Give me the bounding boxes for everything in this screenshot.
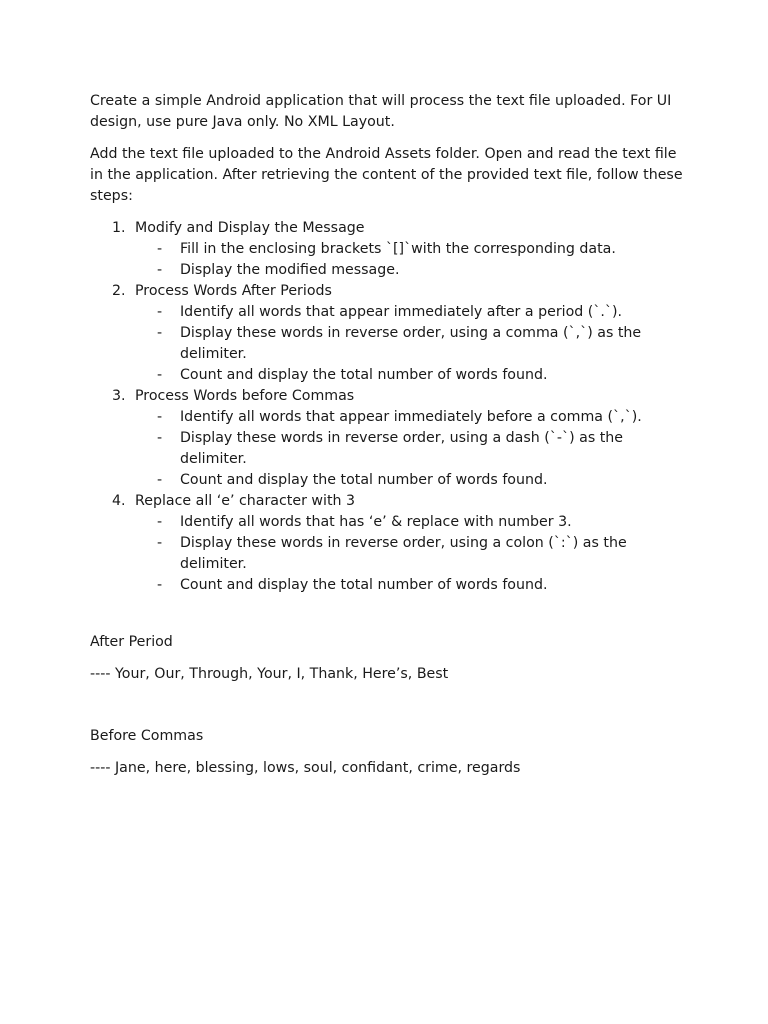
dash-bullet: - bbox=[157, 535, 163, 551]
substep-text: Identify all words that appear immediately after a period (`.`). bbox=[180, 304, 623, 320]
after-period-heading: After Period bbox=[90, 634, 173, 650]
step-item bbox=[90, 281, 690, 386]
substep-item bbox=[135, 302, 690, 323]
substep-item bbox=[135, 575, 690, 596]
substeps-list bbox=[135, 512, 690, 596]
after-period-result: ---- Your, Our, Through, Your, I, Thank, Here’s, Best bbox=[90, 666, 449, 682]
step-number: 4. bbox=[112, 493, 126, 509]
substep-item bbox=[135, 323, 690, 365]
substep-text: Count and display the total number of words found. bbox=[180, 367, 548, 383]
substep-text: Display these words in reverse order, using a dash (`-`) as the delimiter. bbox=[180, 430, 624, 467]
substep-text: Identify all words that has ‘e’ & replace with number 3. bbox=[180, 514, 572, 530]
dash-bullet: - bbox=[157, 472, 163, 488]
before-commas-result: ---- Jane, here, blessing, lows, soul, confidant, crime, regards bbox=[90, 760, 521, 776]
substep-text: Display these words in reverse order, using a comma (`,`) as the delimiter. bbox=[180, 325, 642, 362]
document-body bbox=[90, 91, 690, 596]
substep-item bbox=[135, 365, 690, 386]
substep-item bbox=[135, 239, 690, 260]
dash-bullet: - bbox=[157, 304, 163, 320]
intro-paragraph: Add the text file uploaded to the Android Assets folder. Open and read the text file in the application. After retrieving the content of the provided text file, follow these steps: bbox=[90, 146, 683, 204]
dash-bullet: - bbox=[157, 514, 163, 530]
substep-item bbox=[135, 533, 690, 575]
substep-item bbox=[135, 470, 690, 491]
dash-bullet: - bbox=[157, 430, 163, 446]
intro-paragraph: Create a simple Android application that will process the text file uploaded. For UI design, use pure Java only. No XML Layout. bbox=[90, 93, 672, 130]
step-item bbox=[90, 218, 690, 281]
step-title: Process Words before Commas bbox=[135, 388, 355, 404]
dash-bullet: - bbox=[157, 241, 163, 257]
substep-item bbox=[135, 407, 690, 428]
before-commas-heading: Before Commas bbox=[90, 728, 204, 744]
dash-bullet: - bbox=[157, 262, 163, 278]
substep-item bbox=[135, 260, 690, 281]
substep-text: Fill in the enclosing brackets `[]`with the corresponding data. bbox=[180, 241, 616, 257]
after-period-section bbox=[90, 632, 448, 685]
substep-text: Identify all words that appear immediately before a comma (`,`). bbox=[180, 409, 642, 425]
substeps-list bbox=[135, 302, 690, 386]
step-title: Process Words After Periods bbox=[135, 283, 332, 299]
steps-list bbox=[90, 218, 690, 596]
substeps-list bbox=[135, 407, 690, 491]
substep-item bbox=[135, 428, 690, 470]
step-item bbox=[90, 386, 690, 491]
step-title: Modify and Display the Message bbox=[135, 220, 365, 236]
dash-bullet: - bbox=[157, 325, 163, 341]
substep-text: Display the modified message. bbox=[180, 262, 400, 278]
substep-text: Display these words in reverse order, using a colon (`:`) as the delimiter. bbox=[180, 535, 627, 572]
step-number: 3. bbox=[112, 388, 126, 404]
step-item bbox=[90, 491, 690, 596]
dash-bullet: - bbox=[157, 409, 163, 425]
substeps-list bbox=[135, 239, 690, 281]
step-number: 2. bbox=[112, 283, 126, 299]
dash-bullet: - bbox=[157, 367, 163, 383]
dash-bullet: - bbox=[157, 577, 163, 593]
substep-text: Count and display the total number of words found. bbox=[180, 577, 548, 593]
substep-item bbox=[135, 512, 690, 533]
substep-text: Count and display the total number of words found. bbox=[180, 472, 548, 488]
step-title: Replace all ‘e’ character with 3 bbox=[135, 493, 356, 509]
step-number: 1. bbox=[112, 220, 126, 236]
before-commas-section bbox=[90, 726, 520, 779]
